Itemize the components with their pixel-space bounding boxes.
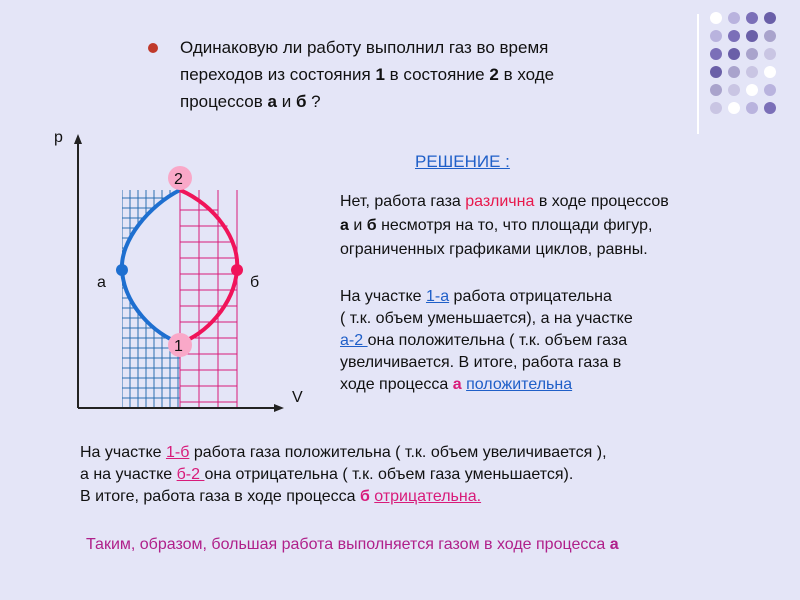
point-1-label: 1 <box>174 338 183 355</box>
solution-title: РЕШЕНИЕ : <box>415 152 510 171</box>
v-axis-label: V <box>292 389 303 406</box>
p1-highlight: различна <box>465 193 535 210</box>
p2-text-e: увеличивается. В итоге, работа газа в <box>340 354 622 371</box>
decor-dots <box>708 12 798 132</box>
question-text <box>180 34 650 115</box>
point-a-label: а <box>97 274 106 291</box>
decor-divider <box>697 14 699 134</box>
p3-result: отрицательна. <box>374 488 482 505</box>
p2-text-d: она положительна ( т.к. объем газа <box>367 332 628 349</box>
p3-text: На участке <box>80 444 166 461</box>
process-a-curve <box>122 190 180 343</box>
p2-text-f: ходе процесса <box>340 376 453 393</box>
p4-text: Таким, образом, большая работа выполняется газом в ходе процесса <box>86 536 610 553</box>
question-line2: переходов из состояния <box>180 65 376 84</box>
p1-text-c: и <box>348 217 367 234</box>
question-line3-c: ? <box>306 92 321 111</box>
process-b-curve <box>180 190 237 343</box>
segment-1a: 1-а <box>425 288 450 305</box>
point-2-label: 2 <box>174 171 183 188</box>
point-b <box>231 264 243 276</box>
point-a <box>116 264 128 276</box>
p3-text-b: работа газа положительна ( т.к. объем увеличивается ), <box>189 444 607 461</box>
question-line1: Одинаковую ли работу выполнил газ во время <box>180 38 549 57</box>
solution-paragraph-3 <box>80 442 780 508</box>
p2-text-c: ( т.к. объем уменьшается), а на участке <box>340 310 633 327</box>
solution-paragraph-1 <box>340 190 780 262</box>
question-line3-b: и <box>276 92 296 111</box>
segment-a2: а-2 <box>340 332 368 349</box>
p2-result: положительна <box>466 376 573 393</box>
segment-1b: 1-б <box>165 444 190 461</box>
p4-process-a: а <box>609 536 619 553</box>
p-axis-label: p <box>54 129 63 146</box>
solution-paragraph-2 <box>340 286 740 396</box>
p2-process-a: а <box>452 376 462 393</box>
p1-text-e: ограниченных графиками циклов, равны. <box>340 241 648 258</box>
p3-text-e: В итоге, работа газа в ходе процесса <box>80 488 360 505</box>
p2-text: На участке <box>340 288 426 305</box>
p1-process-a: а <box>340 217 349 234</box>
question-line2-b: в состояние <box>384 65 490 84</box>
state-1: 1 <box>375 65 385 84</box>
p3-text-d: она отрицательна ( т.к. объем газа уменьшается). <box>204 466 574 483</box>
segment-b2: б-2 <box>176 466 205 483</box>
p1-text-d: несмотря на то, что площади фигур, <box>376 217 653 234</box>
v-axis-arrow-icon <box>274 404 284 412</box>
process-a-label: а <box>267 92 277 111</box>
question-line3: процессов <box>180 92 268 111</box>
point-b-label: б <box>250 274 260 291</box>
p-axis-arrow-icon <box>74 134 82 144</box>
p2-text-b: работа отрицательна <box>449 288 612 305</box>
question-line2-c: в ходе <box>498 65 555 84</box>
conclusion-text <box>86 536 786 554</box>
p1-text-b: в ходе процессов <box>534 193 669 210</box>
p1-text: Нет, работа газа <box>340 193 466 210</box>
p1-process-b: б <box>366 217 377 234</box>
p3-process-b: б <box>359 488 370 505</box>
bullet-icon <box>148 43 158 53</box>
process-b-label: б <box>295 92 307 111</box>
p3-text-c: а на участке <box>80 466 177 483</box>
state-2: 2 <box>489 65 499 84</box>
pv-diagram <box>50 120 330 420</box>
